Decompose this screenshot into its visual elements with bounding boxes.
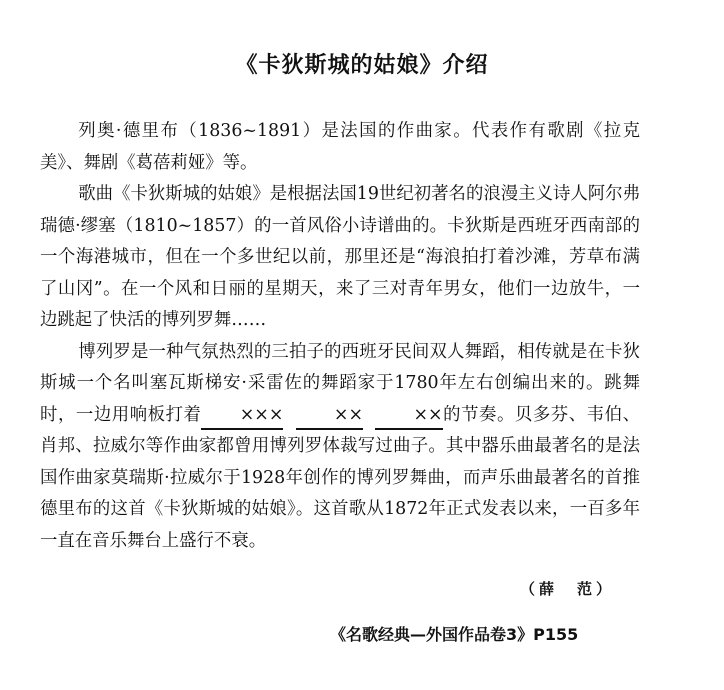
- author-credit: （薛 范）: [520, 580, 616, 598]
- paragraph-bolero-start: 博列罗是一种气氛热烈的三拍子的西班牙民间双人舞蹈，相传就是在卡狄斯城一个名叫塞瓦斯梯安·采雷佐的舞蹈家于1780年左右创编出来的。跳舞时，一边用响板打着: [40, 341, 640, 425]
- paragraph-intro: 列奥·德里布（1836~1891）是法国的作曲家。代表作有歌剧《拉克美》、舞剧《葛蓓莉娅》等。: [40, 121, 640, 173]
- rhythm-pattern-1: ×××: [201, 400, 283, 432]
- rhythm-pattern-2: ××: [296, 400, 363, 432]
- paragraph-bolero: [40, 337, 640, 558]
- document-title: 《卡狄斯城的姑娘》介绍: [235, 53, 489, 78]
- paragraph-song-background: 歌曲《卡狄斯城的姑娘》是根据法国19世纪初著名的浪漫主义诗人阿尔弗瑞德·缪塞（1810~1857）的一首风俗小诗谱曲的。卡狄斯是西班牙西南部的一个海港城市，但在一个多世纪以前，那里还是“海浪拍打着沙滩，芳草布满了山冈”。在一个风和日丽的星期天，来了三对青年男女，他们一边放牛，一边跳起了快活的博列罗舞……: [40, 184, 640, 330]
- paragraph-bolero-end: 的节奏。贝多芬、韦伯、肖邦、拉威尔等作曲家都曾用博列罗体裁写过曲子。其中器乐曲最著名的是法国作曲家莫瑞斯·拉威尔于1928年创作的博列罗舞曲，而声乐曲最著名的首推德里布的这首《卡狄斯城的姑娘》。这首歌从1872年正式发表以来，一百多年一直在音乐舞台上盛行不衰。: [40, 404, 640, 551]
- rhythm-pattern-3: ××: [375, 400, 442, 432]
- article-body: [40, 116, 640, 557]
- source-citation: 《名歌经典—外国作品卷3》P155: [330, 625, 579, 644]
